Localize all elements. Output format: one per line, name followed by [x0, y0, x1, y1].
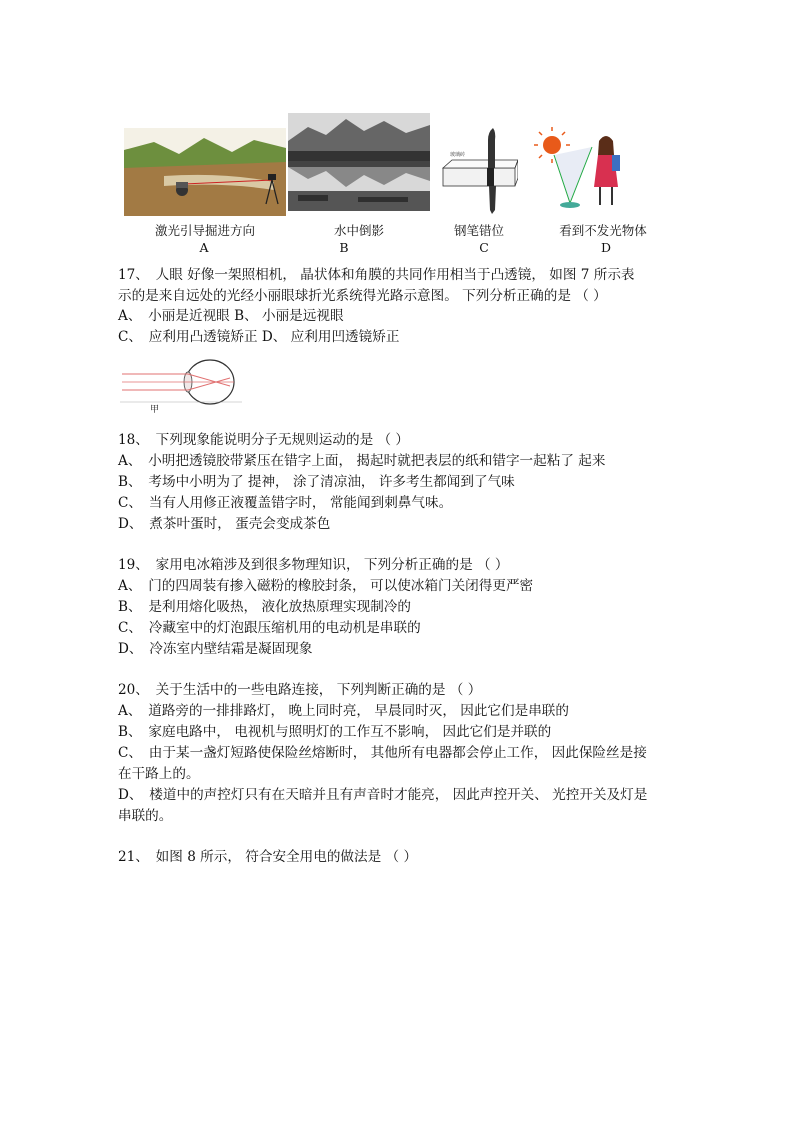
figure-c-letter: C: [479, 240, 489, 255]
figure-a-laser-tunnel: [124, 128, 286, 216]
eye-lens-diagram: [120, 356, 242, 418]
figure-d-girl-sees-object: [530, 125, 644, 213]
q18-option-a: A、 小明把透镜胶带紧压在错字上面， 揭起时就把表层的纸和错字一起粘了 起来: [118, 453, 606, 469]
figure-b-water-reflection: [288, 113, 430, 211]
q21-stem: 21、 如图 8 所示， 符合安全用电的做法是 （ ）: [118, 849, 418, 865]
q19-option-d: D、 冷冻室内壁结霜是凝固现象: [118, 641, 313, 657]
q20-option-b: B、 家庭电路中， 电视机与照明灯的工作互不影响， 因此它们是并联的: [118, 724, 552, 740]
q18-option-d: D、 煮茶叶蛋时， 蛋壳会变成茶色: [118, 516, 331, 532]
q20-option-c-line1: C、 由于某一盏灯短路使保险丝熔断时， 其他所有电器都会停止工作， 因此保险丝是接: [118, 745, 647, 761]
eye-diagram-label: 甲: [150, 405, 160, 415]
figure-a-caption: 激光引导掘进方向: [154, 223, 255, 238]
q19-option-c: C、 冷藏室中的灯泡跟压缩机用的电动机是串联的: [118, 620, 421, 636]
svg-text:玻璃砖: 玻璃砖: [450, 152, 466, 158]
q20-option-d-line2: 串联的。: [118, 808, 173, 824]
figure-b-caption: 水中倒影: [333, 223, 384, 238]
q20-option-c-line2: 在干路上的。: [118, 766, 200, 782]
q18-option-b: B、 考场中小明为了 提神， 涂了清凉油， 许多考生都闻到了气味: [118, 474, 515, 490]
q20-option-d-line1: D、 楼道中的声控灯只有在天暗并且有声音时才能亮， 因此声控开关、 光控开关及灯是: [118, 787, 648, 803]
q18-stem: 18、 下列现象能说明分子无规则运动的是 （ ）: [118, 432, 410, 448]
q17-stem-line1: 17、 人眼 好像一架照相机， 晶状体和角膜的共同作用相当于凸透镜， 如图 7 所示表: [118, 267, 635, 283]
q20-stem: 20、 关于生活中的一些电路连接， 下列判断正确的是 （ ）: [118, 682, 482, 698]
q18-option-c: C、 当有人用修正液覆盖错字时， 常能闻到刺鼻气味。: [118, 495, 453, 511]
q19-option-a: A、 门的四周装有掺入磁粉的橡胶封条， 可以使冰箱门关闭得更严密: [118, 578, 534, 594]
q19-option-b: B、 是利用熔化吸热， 液化放热原理实现制冷的: [118, 599, 411, 615]
figure-c-pen-offset: [440, 126, 518, 214]
figure-b-letter: B: [339, 240, 349, 255]
figure-d-letter: D: [600, 240, 612, 255]
figure-c-caption: 钢笔错位: [453, 223, 504, 238]
q19-stem: 19、 家用电冰箱涉及到很多物理知识， 下列分析正确的是 （ ）: [118, 557, 509, 573]
figure-d-caption: 看到不发光物体: [559, 223, 647, 238]
q17-options-ab: A、 小丽是近视眼 B、 小丽是远视眼: [118, 308, 344, 324]
q20-option-a: A、 道路旁的一排排路灯， 晚上同时亮， 早晨同时灭， 因此它们是串联的: [118, 703, 569, 719]
figure-a-letter: A: [199, 240, 209, 255]
q17-options-cd: C、 应利用凸透镜矫正 D、 应利用凹透镜矫正: [118, 329, 400, 345]
q17-stem-line2: 示的是来自远处的光经小丽眼球折光系统得光路示意图。 下列分析正确的是 （ ）: [118, 288, 607, 304]
